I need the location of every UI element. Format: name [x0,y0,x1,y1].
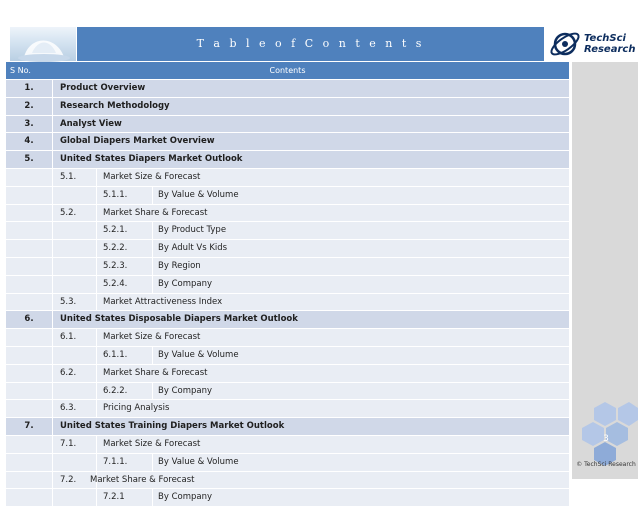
subsubsection-number: 6.2.2. [103,385,128,396]
logo-line2: Research [584,44,636,55]
subsection-title: Market Size & Forecast [103,332,201,343]
section-title: Research Methodology [60,100,170,111]
column-divider [52,98,53,115]
column-divider [52,205,53,222]
column-divider [96,240,97,257]
column-divider [96,187,97,204]
toc-header-row [6,62,569,79]
table-row [6,187,569,204]
page-number: 3 [603,434,609,444]
subsection-number: 7.2. [60,474,77,485]
table-row [6,489,569,506]
section-number: 1. [24,83,34,93]
column-divider [52,472,53,489]
table-row [6,383,569,400]
column-divider [52,116,53,133]
subsubsection-number: 5.2.4. [103,278,128,289]
column-divider [52,365,53,382]
page-title: T a b l e o f C o n t e n t s [77,27,544,61]
subsection-title: Market Size & Forecast [103,171,201,182]
techsci-logo [548,27,636,63]
subsubsection-title: By Company [158,385,213,396]
column-divider [96,489,97,506]
section-number: 5. [24,154,34,165]
column-divider [96,276,97,293]
table-row [6,365,569,382]
slide-header [0,0,638,62]
section-title: United States Disposable Diapers Market Outlook [60,314,298,325]
toc-body [6,79,569,506]
column-divider [52,294,53,311]
side-panel [572,62,638,479]
column-divider [52,311,53,328]
column-divider [52,240,53,257]
column-divider [52,400,53,417]
subsection-title: Pricing Analysis [103,403,170,414]
table-row [6,329,569,346]
table-row [6,205,569,222]
table-row [6,98,569,115]
table-row [6,169,569,186]
section-title: United States Diapers Market Outlook [60,154,243,165]
table-row [6,294,569,311]
subsubsection-title: By Value & Volume [158,456,239,467]
column-divider [152,276,153,293]
column-divider [96,400,97,417]
subsection-number: 7.1. [60,438,77,449]
column-divider [96,383,97,400]
column-header-sno: S No. [10,66,31,75]
column-divider [152,258,153,275]
subsubsection-number: 5.2.2. [103,243,128,254]
globe-icon [548,27,584,61]
column-divider [52,133,53,150]
column-divider [52,454,53,471]
table-row [6,222,569,239]
subsection-title: Market Attractiveness Index [103,296,223,307]
diaper-image [10,27,76,61]
section-number: 2. [24,100,34,111]
column-divider [52,436,53,453]
section-number: 3. [24,118,34,129]
subsubsection-title: By Adult Vs Kids [158,243,228,254]
subsection-title: Market Size & Forecast [103,438,201,449]
column-divider [152,240,153,257]
subsubsection-number: 5.2.3. [103,260,128,271]
column-divider [96,436,97,453]
column-divider [96,454,97,471]
table-row [6,276,569,293]
column-divider [152,454,153,471]
column-divider [52,347,53,364]
subsection-number: 6.3. [60,403,77,414]
table-row [6,240,569,257]
subsubsection-number: 5.1.1. [103,189,128,200]
subsubsection-number: 6.1.1. [103,349,128,360]
column-divider [52,151,53,168]
column-divider [52,329,53,346]
subsubsection-title: By Value & Volume [158,349,239,360]
column-divider [52,258,53,275]
column-divider [52,418,53,435]
table-row [6,454,569,471]
table-row [6,347,569,364]
column-divider [96,365,97,382]
section-title: Analyst View [60,118,122,129]
subsubsection-title: By Company [158,492,213,503]
subsubsection-title: By Product Type [158,225,227,236]
subsubsection-title: By Company [158,278,213,289]
subsection-title: Market Share & Forecast [90,474,195,485]
section-title: United States Training Diapers Market Outlook [60,421,285,432]
column-divider [52,222,53,239]
section-number: 7. [24,421,34,432]
subsubsection-title: By Value & Volume [158,189,239,200]
copyright-text: © TechSci Research [576,461,636,468]
subsection-number: 6.1. [60,332,77,343]
table-row [6,133,569,150]
table-row [6,400,569,417]
column-divider [52,489,53,506]
column-divider [152,222,153,239]
table-row [6,151,569,168]
table-row [6,418,569,435]
column-divider [96,347,97,364]
column-divider [152,383,153,400]
subsubsection-number: 7.2.1 [103,492,125,503]
column-divider [96,329,97,346]
table-row [6,472,569,489]
logo-line1: TechSci [584,33,626,44]
subsection-number: 5.1. [60,171,77,182]
column-divider [152,347,153,364]
column-divider [52,383,53,400]
column-divider [96,205,97,222]
subsection-title: Market Share & Forecast [103,367,208,378]
subsection-title: Market Share & Forecast [103,207,208,218]
table-row [6,116,569,133]
subsubsection-title: By Region [158,260,201,271]
subsection-number: 5.2. [60,207,77,218]
column-divider [52,276,53,293]
column-divider [52,187,53,204]
logo-text [584,33,638,55]
section-number: 4. [24,136,34,147]
column-divider [152,489,153,506]
subsection-number: 6.2. [60,367,77,378]
table-row [6,258,569,275]
table-row [6,436,569,453]
subsection-number: 5.3. [60,296,77,307]
table-row [6,311,569,328]
section-number: 6. [24,314,34,325]
column-divider [152,187,153,204]
column-divider [52,80,53,97]
section-title: Product Overview [60,83,146,93]
subsubsection-number: 5.2.1. [103,225,128,236]
column-divider [96,258,97,275]
table-row [6,80,569,97]
toc-table [6,62,569,506]
column-header-contents: Contents [269,66,306,75]
subsubsection-number: 7.1.1. [103,456,128,467]
column-divider [96,222,97,239]
column-divider [52,169,53,186]
column-divider [96,294,97,311]
column-divider [96,169,97,186]
section-title: Global Diapers Market Overview [60,136,215,147]
